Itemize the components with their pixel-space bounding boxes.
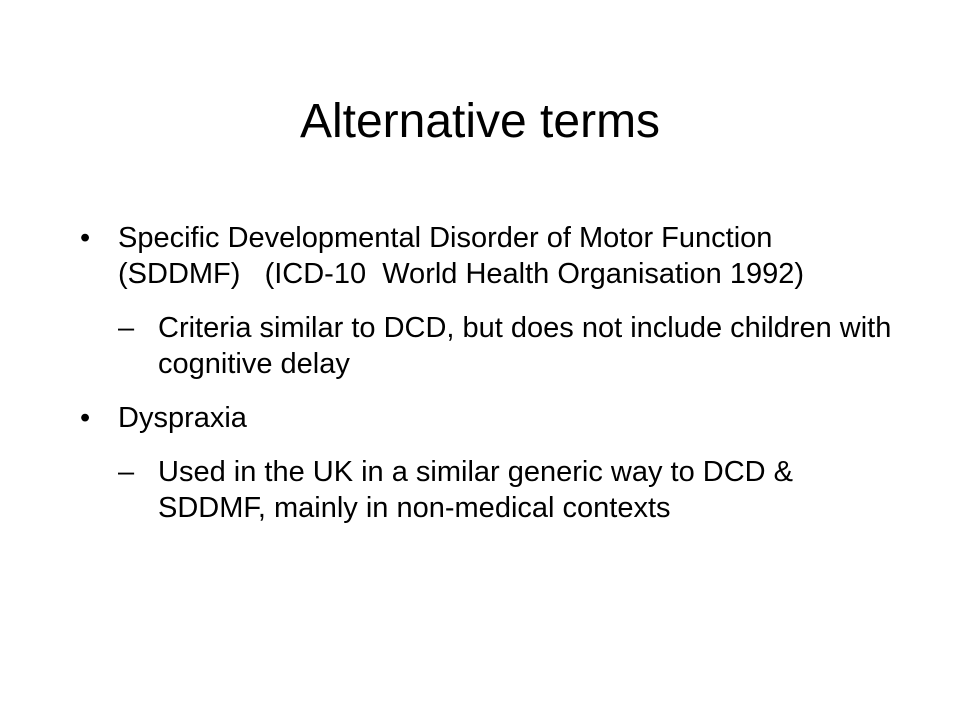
subbullet-marker: – bbox=[118, 312, 135, 344]
subbullet-marker: – bbox=[118, 456, 135, 488]
slide-title: Alternative terms bbox=[299, 95, 661, 148]
subbullet-text: Used in the UK in a similar generic way to DCD & SDDMF, mainly in non-medical contexts bbox=[158, 456, 794, 524]
subbullet-dyspraxia-usage bbox=[72, 454, 892, 526]
subbullet-sddmf-criteria bbox=[72, 310, 892, 382]
bullet-text: Specific Developmental Disorder of Motor Function (SDDMF) (ICD-10 World Health Organisation 1992) bbox=[118, 222, 805, 290]
bullet-sddmf bbox=[72, 220, 892, 292]
bullet-dyspraxia bbox=[72, 400, 892, 436]
slide-content bbox=[72, 220, 892, 544]
subbullet-text: Criteria similar to DCD, but does not include children with cognitive delay bbox=[158, 312, 892, 380]
bullet-marker: • bbox=[80, 402, 91, 434]
bullet-text: Dyspraxia bbox=[118, 402, 247, 434]
bullet-marker: • bbox=[80, 222, 91, 254]
